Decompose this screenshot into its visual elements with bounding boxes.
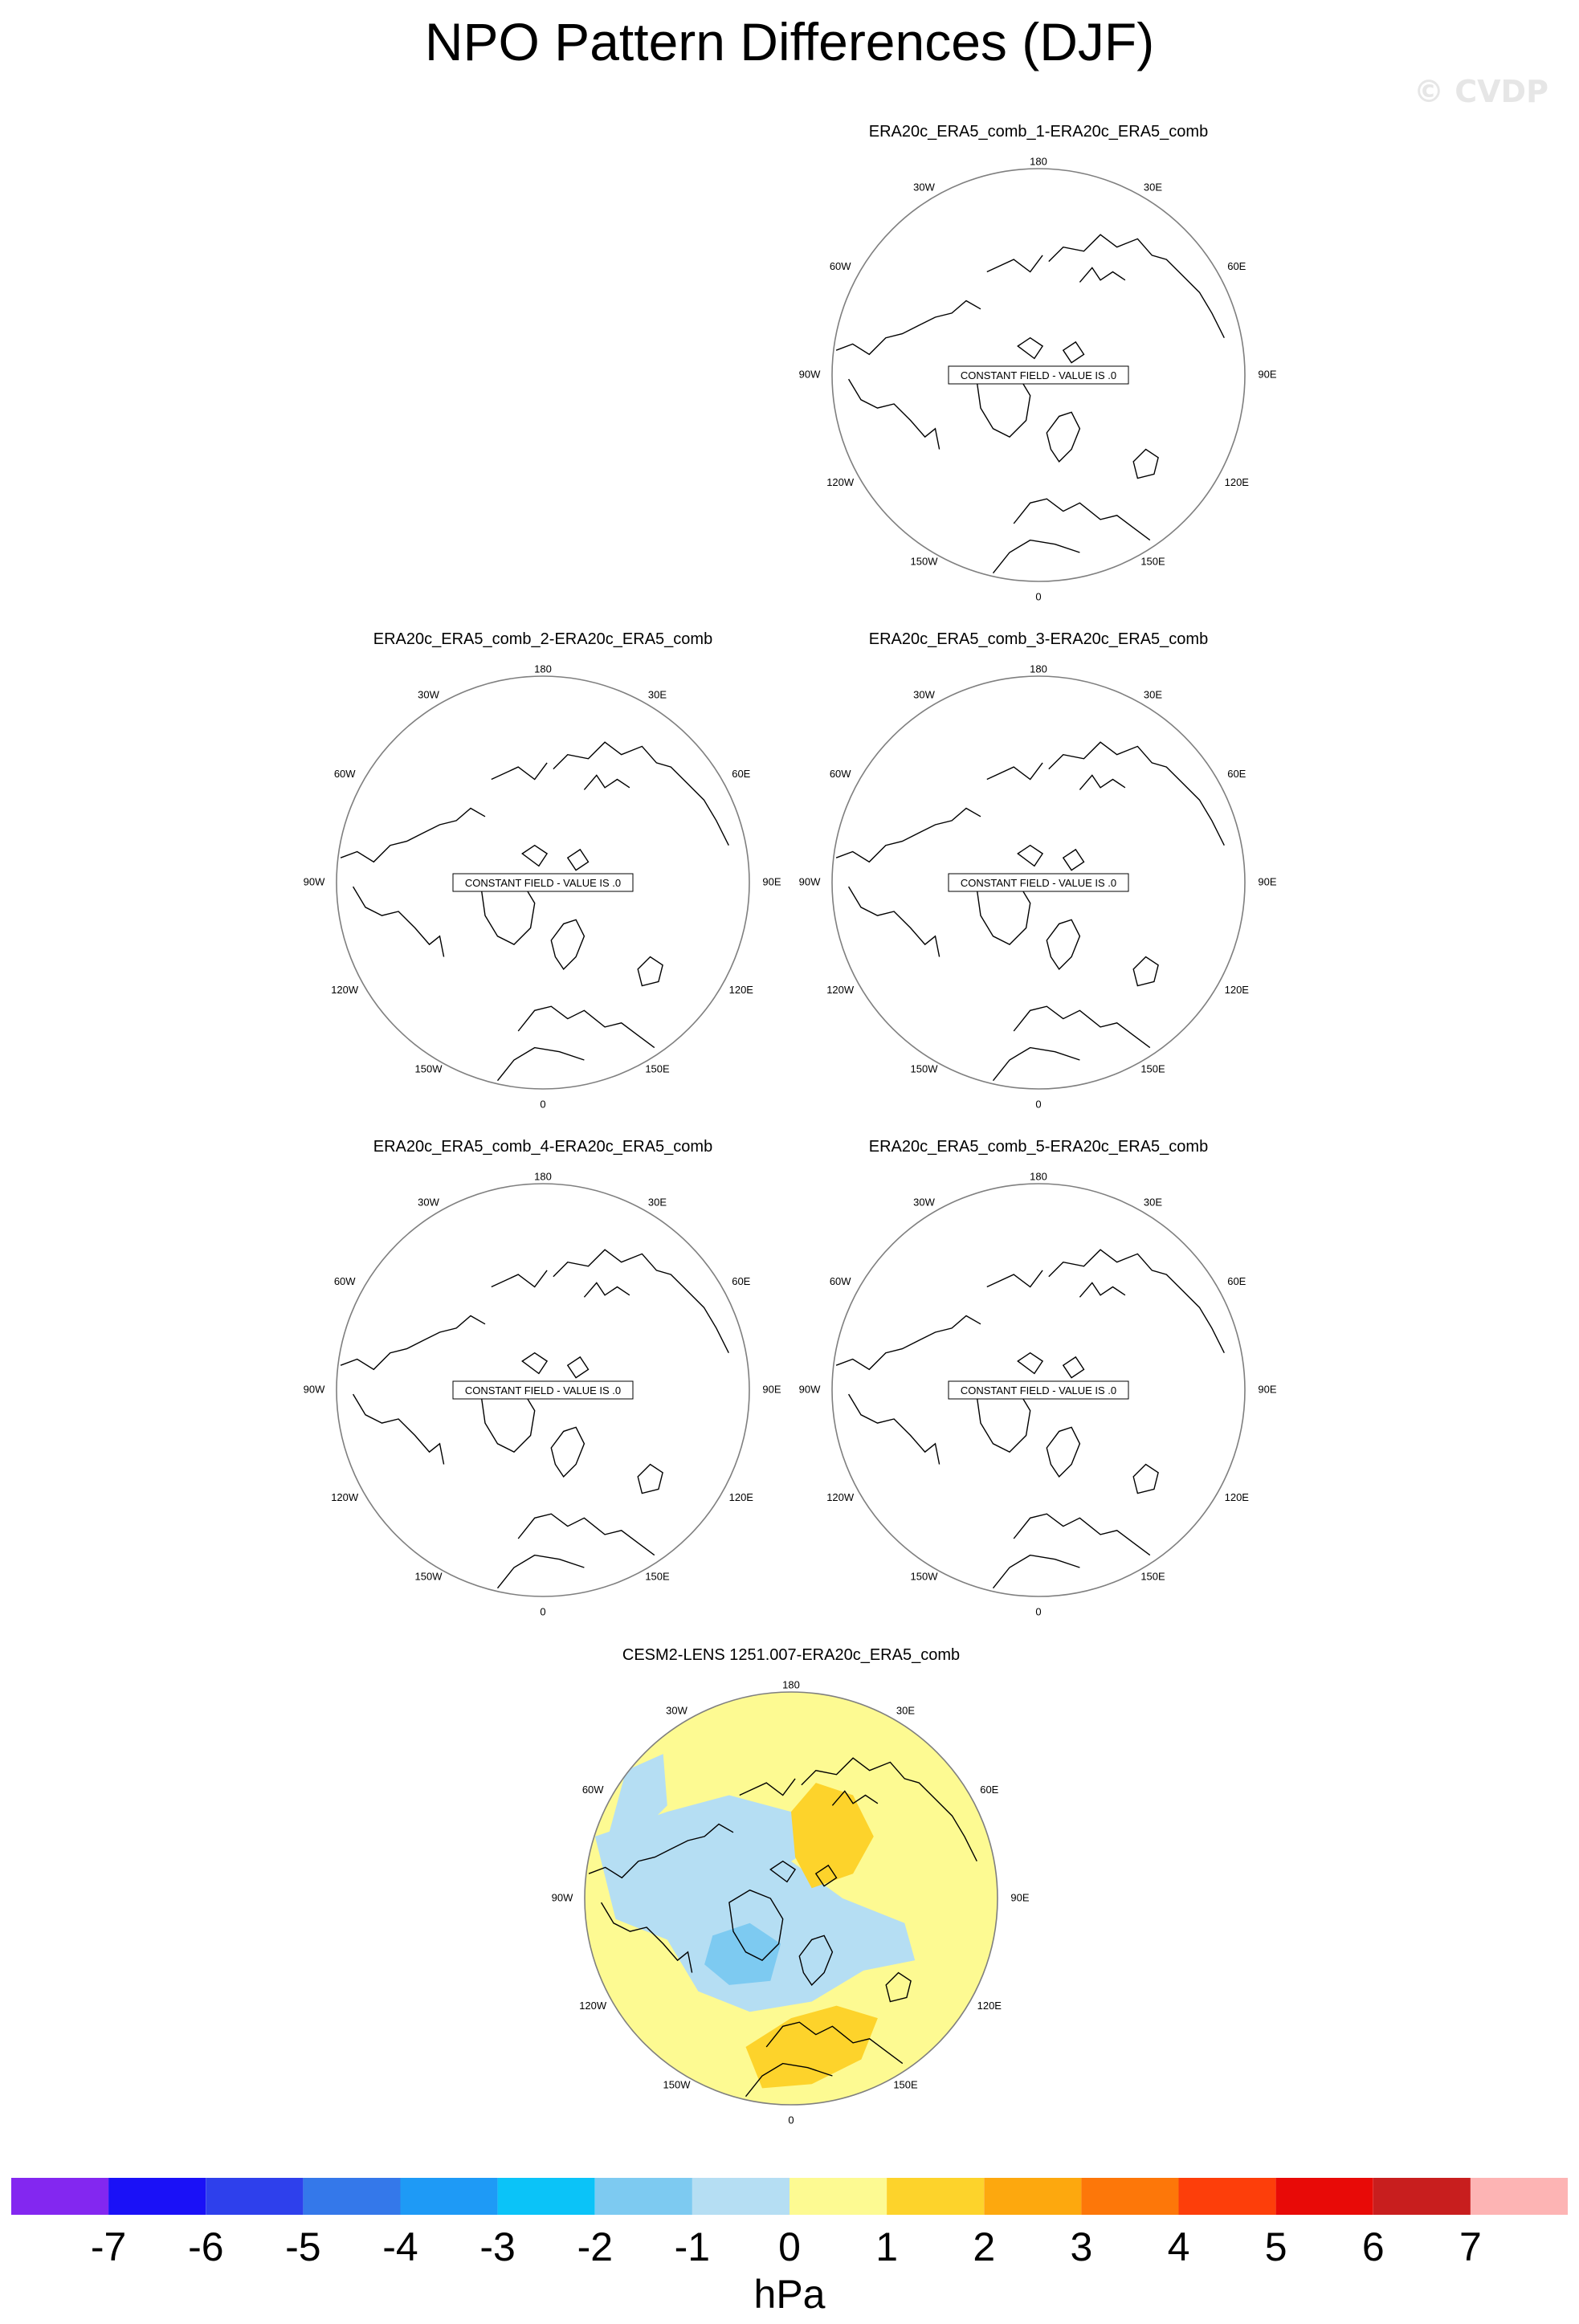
colorbar-swatch [887,2178,984,2215]
panel-6-lon-label: 150W [663,2078,691,2091]
panel-5-lon-label: 30W [913,1196,935,1209]
panel-3-lon-label: 180 [1030,663,1047,675]
panel-4-title: ERA20c_ERA5_comb_4-ERA20c_ERA5_comb [373,1138,713,1156]
colorbar-swatch [595,2178,692,2215]
panel-2-lon-label: 60W [333,767,356,780]
panel-5-annotation: CONSTANT FIELD - VALUE IS .0 [960,1384,1117,1396]
colorbar-tick-label: -7 [90,2224,127,2269]
panel-3-lon-label: 60W [829,767,851,780]
panel-3-lon-label: 120W [826,983,855,996]
panel-3-lon-label: 90E [1258,875,1277,888]
colorbar-tick-label: -3 [479,2224,516,2269]
panel-1-lon-label: 30E [1143,181,1163,194]
colorbar-tick-label: 0 [778,2224,801,2269]
panel-4-lon-label: 90W [303,1383,325,1396]
panel-2-lon-label: 120W [331,983,359,996]
panel-3-lon-label: 150W [910,1062,938,1075]
panel-2-annotation: CONSTANT FIELD - VALUE IS .0 [464,877,622,889]
panel-4-annotation: CONSTANT FIELD - VALUE IS .0 [464,1384,622,1396]
panel-2-lon-label: 90W [303,875,325,888]
panel-6-field [585,1692,998,2105]
panel-3-lon-label: 30W [913,688,935,701]
panel-5-lon-label: 90W [798,1383,821,1396]
panel-4-lon-label: 60E [732,1274,751,1287]
colorbar-tick-label: 1 [875,2224,899,2269]
colorbar-swatch [303,2178,400,2215]
panel-4-lon-label: 150E [645,1570,670,1583]
panel-1-annotation: CONSTANT FIELD - VALUE IS .0 [960,369,1117,381]
panel-3-lon-label: 0 [1035,1098,1042,1111]
panel-1-lon-label: 90W [798,368,821,381]
colorbar-tick-label: -2 [577,2224,614,2269]
colorbar-swatch [206,2178,303,2215]
map-panel-5 [799,1138,1277,1617]
panel-3-lon-label: 60E [1227,767,1246,780]
colorbar-swatch [1081,2178,1178,2215]
colorbar-tick-label: 6 [1361,2224,1385,2269]
colorbar-swatch [1179,2178,1276,2215]
colorbar-units: hPa [753,2272,826,2317]
panel-6-lon-label: 120W [579,1999,607,2012]
panel-5-lon-label: 150W [910,1570,938,1583]
panel-3-lon-label: 90W [798,875,821,888]
panel-6-title: CESM2-LENS 1251.007-ERA20c_ERA5_comb [622,1646,961,1664]
panel-3-annotation: CONSTANT FIELD - VALUE IS .0 [960,877,1117,889]
panel-6-lon-label: 30E [896,1704,916,1717]
panel-2-title: ERA20c_ERA5_comb_2-ERA20c_ERA5_comb [373,630,713,648]
panel-5-lon-label: 180 [1030,1170,1047,1183]
colorbar-swatch [1373,2178,1471,2215]
panel-1-lon-label: 0 [1035,590,1042,603]
map-panel-6 [552,1646,1030,2126]
panel-5-lon-label: 90E [1258,1383,1277,1396]
colorbar-tick-label: -5 [285,2224,321,2269]
colorbar-tick-label: -6 [188,2224,224,2269]
colorbar-swatch [790,2178,887,2215]
panel-2-lon-label: 0 [540,1098,546,1111]
colorbar-tick-label: 5 [1264,2224,1287,2269]
panel-2-lon-label: 120E [728,983,753,996]
panel-1-lon-label: 180 [1030,155,1047,168]
colorbar-swatch [1276,2178,1373,2215]
colorbar-tick-label: 2 [973,2224,996,2269]
panel-6-lon-label: 30W [666,1704,687,1717]
panel-2-lon-label: 90E [762,875,781,888]
panel-1-lon-label: 120W [826,475,855,488]
panel-6-lon-label: 120E [977,1999,1002,2012]
panel-3-lon-label: 30E [1143,688,1163,701]
panel-6-lon-label: 180 [782,1678,800,1691]
panel-2-lon-label: 150W [414,1062,443,1075]
panel-4-lon-label: 150W [414,1570,443,1583]
panel-6-lon-label: 60E [980,1783,999,1796]
colorbar-tick-label: -4 [382,2224,418,2269]
panel-2-lon-label: 180 [534,663,552,675]
colorbar [11,2178,1568,2317]
panel-5-lon-label: 60W [829,1274,851,1287]
colorbar-swatch [401,2178,498,2215]
panel-6-lon-label: 150E [893,2078,918,2091]
colorbar-swatch [692,2178,790,2215]
panel-1-lon-label: 150W [910,555,938,568]
panel-2-lon-label: 30E [647,688,667,701]
panel-5-title: ERA20c_ERA5_comb_5-ERA20c_ERA5_comb [868,1138,1209,1156]
panel-5-lon-label: 120W [826,1490,855,1503]
panel-1-title: ERA20c_ERA5_comb_1-ERA20c_ERA5_comb [868,123,1209,141]
watermark: © CVDP [1414,74,1548,109]
panel-4-lon-label: 60W [333,1274,356,1287]
panel-5-lon-label: 150E [1140,1570,1165,1583]
panel-4-lon-label: 0 [540,1605,546,1618]
panel-5-lon-label: 60E [1227,1274,1246,1287]
colorbar-swatch [108,2178,206,2215]
colorbar-tick-label: 4 [1167,2224,1190,2269]
panel-4-lon-label: 30E [647,1196,667,1209]
panel-4-lon-label: 30W [418,1196,439,1209]
panel-4-lon-label: 120E [728,1490,753,1503]
colorbar-tick-label: 7 [1459,2224,1482,2269]
panel-6-lon-label: 0 [788,2114,794,2126]
map-panel-1 [799,123,1277,602]
panel-1-lon-label: 60W [829,259,851,272]
panel-5-lon-label: 30E [1143,1196,1163,1209]
map-panel-3 [799,630,1277,1110]
panel-3-lon-label: 120E [1224,983,1249,996]
colorbar-swatch [11,2178,108,2215]
panel-4-lon-label: 120W [331,1490,359,1503]
panel-2-lon-label: 150E [645,1062,670,1075]
panel-1-lon-label: 150E [1140,555,1165,568]
panel-4-lon-label: 180 [534,1170,552,1183]
map-panel-2 [304,630,781,1110]
panel-4-lon-label: 90E [762,1383,781,1396]
page-title: NPO Pattern Differences (DJF) [424,12,1155,71]
panel-1-lon-label: 90E [1258,368,1277,381]
panel-1-lon-label: 60E [1227,259,1246,272]
colorbar-swatch [1471,2178,1568,2215]
panel-1-lon-label: 30W [913,181,935,194]
colorbar-swatch [498,2178,595,2215]
panel-2-lon-label: 60E [732,767,751,780]
panel-2-lon-label: 30W [418,688,439,701]
colorbar-tick-label: -1 [674,2224,711,2269]
panel-6-lon-label: 90W [551,1891,573,1904]
panel-6-lon-label: 60W [581,1783,604,1796]
panel-3-title: ERA20c_ERA5_comb_3-ERA20c_ERA5_comb [868,630,1209,648]
map-panel-4 [304,1138,781,1617]
colorbar-tick-label: 3 [1070,2224,1093,2269]
panel-6-lon-label: 90E [1010,1891,1030,1904]
panel-1-lon-label: 120E [1224,475,1249,488]
panel-5-lon-label: 120E [1224,1490,1249,1503]
colorbar-swatch [984,2178,1081,2215]
panel-3-lon-label: 150E [1140,1062,1165,1075]
panel-5-lon-label: 0 [1035,1605,1042,1618]
